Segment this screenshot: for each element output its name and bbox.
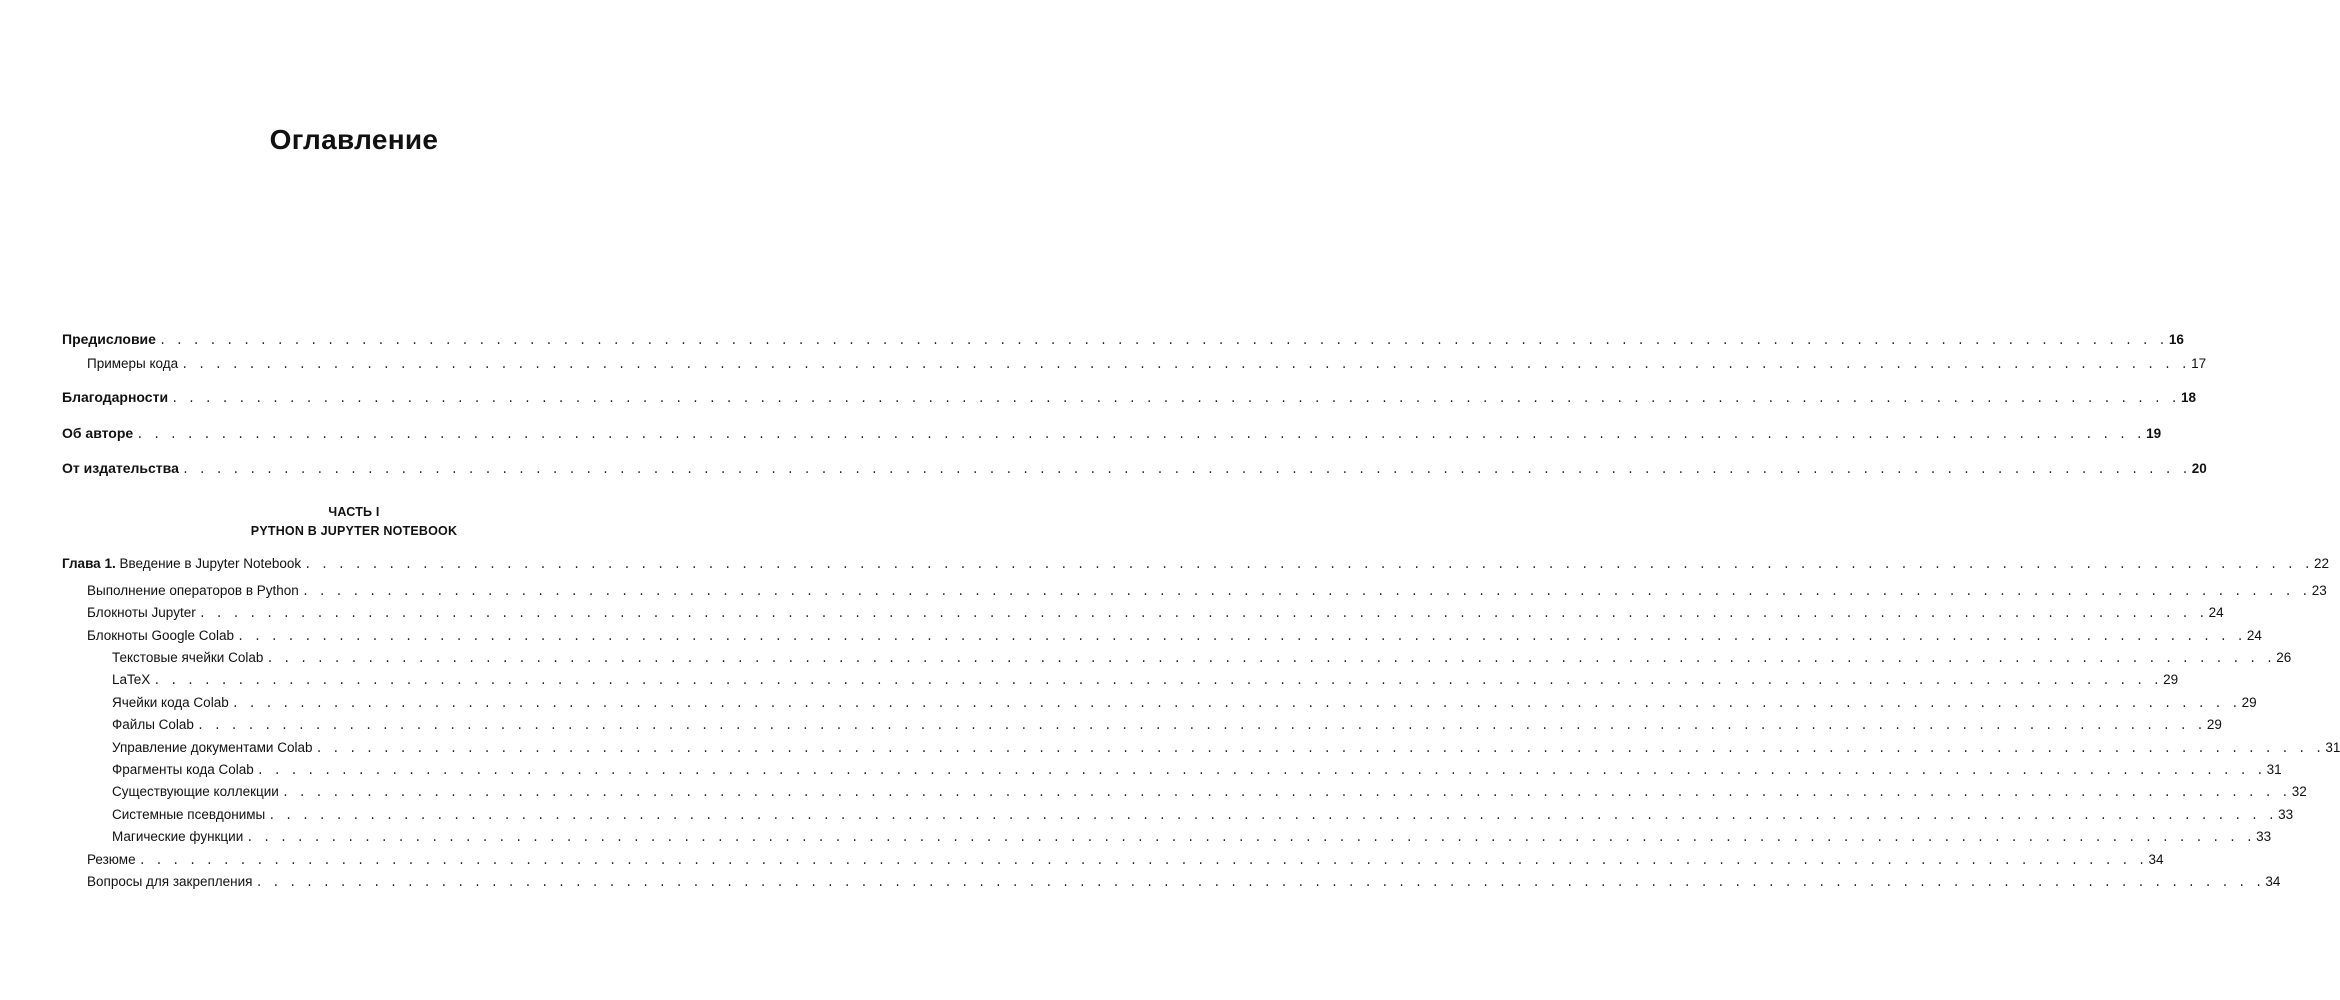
toc-entry-page: 22 — [2314, 556, 2330, 571]
toc-entry-label: Блокноты Google Colab — [87, 628, 235, 643]
toc-entry-label: Магические функции — [112, 829, 244, 844]
toc-entry-page: 18 — [2180, 390, 2196, 405]
toc-entry[interactable] — [112, 783, 2307, 802]
toc-entry-page: 19 — [2146, 426, 2162, 441]
toc-entry[interactable] — [87, 873, 2281, 892]
toc-entry-chapter-1[interactable] — [62, 555, 2330, 574]
toc-entry-page: 33 — [2278, 807, 2294, 822]
toc-entry-about-author[interactable] — [62, 424, 2162, 444]
dot-leader: . . . . . . . . . . . . . . . . . . . . . . . . . . . . . . . . . . . . . . . . . . . . . . . . . . . . . . . . . . . . . . . . . . . . . . . . . . . . . . . . . . . . . . . . . . . . . . . . . . . . . . . . . . . . . . . . . . . . . . . . — [304, 558, 2312, 572]
toc-entry-page: 17 — [2191, 356, 2207, 371]
dot-leader: . . . . . . . . . . . . . . . . . . . . . . . . . . . . . . . . . . . . . . . . . . . . . . . . . . . . . . . . . . . . . . . . . . . . . . . . . . . . . . . . . . . . . . . . . . . . . . . . . . . . . . . . . . . . . . . . . . . . . . . . — [181, 358, 2190, 372]
toc-entry-label: Существующие коллекции — [112, 784, 279, 799]
dot-leader: . . . . . . . . . . . . . . . . . . . . . . . . . . . . . . . . . . . . . . . . . . . . . . . . . . . . . . . . . . . . . . . . . . . . . . . . . . . . . . . . . . . . . . . . . . . . . . . . . . . . . . . . . . . . . . . . . . . . . . . . — [158, 334, 2167, 348]
toc-entry-label: Вопросы для закрепления — [87, 874, 253, 889]
toc-entry-label: Выполнение операторов в Python — [87, 583, 299, 598]
toc-entry-label: Файлы Colab — [112, 717, 194, 732]
dot-leader: . . . . . . . . . . . . . . . . . . . . . . . . . . . . . . . . . . . . . . . . . . . . . . . . . . . . . . . . . . . . . . . . . . . . . . . . . . . . . . . . . . . . . . . . . . . . . . . . . . . . . . . . . . . . . . . . . . . . . . . . — [246, 831, 2255, 845]
toc-entry[interactable] — [112, 671, 2179, 690]
toc-entry-label: LaTeX — [112, 672, 151, 687]
toc-entry-page: 24 — [2246, 628, 2262, 643]
dot-leader: . . . . . . . . . . . . . . . . . . . . . . . . . . . . . . . . . . . . . . . . . . . . . . . . . . . . . . . . . . . . . . . . . . . . . . . . . . . . . . . . . . . . . . . . . . . . . . . . . . . . . . . . . . . . . . . . . . . . . . . . — [153, 674, 2162, 688]
dot-leader: . . . . . . . . . . . . . . . . . . . . . . . . . . . . . . . . . . . . . . . . . . . . . . . . . . . . . . . . . . . . . . . . . . . . . . . . . . . . . . . . . . . . . . . . . . . . . . . . . . . . . . . . . . . . . . . . . . . . . . . . — [231, 697, 2240, 711]
toc-entry[interactable] — [112, 806, 2294, 825]
toc-entry-label: Системные псевдонимы — [112, 807, 266, 822]
dot-leader: . . . . . . . . . . . . . . . . . . . . . . . . . . . . . . . . . . . . . . . . . . . . . . . . . . . . . . . . . . . . . . . . . . . . . . . . . . . . . . . . . . . . . . . . . . . . . . . . . . . . . . . . . . . . . . . . . . . . . . . . — [266, 652, 2275, 666]
table-of-contents — [62, 0, 2340, 1000]
toc-entry[interactable] — [87, 604, 2224, 623]
toc-entry-page: 31 — [2325, 740, 2340, 755]
dot-leader: . . . . . . . . . . . . . . . . . . . . . . . . . . . . . . . . . . . . . . . . . . . . . . . . . . . . . . . . . . . . . . . . . . . . . . . . . . . . . . . . . . . . . . . . . . . . . . . . . . . . . . . . . . . . . . . . . . . . . . . . — [196, 719, 2205, 733]
toc-entry-label: Об авторе — [62, 425, 134, 441]
toc-entry[interactable] — [87, 627, 2262, 646]
toc-entry-label: Фрагменты кода Colab — [112, 762, 254, 777]
chapter-prefix: Глава 1. — [62, 556, 116, 571]
toc-entry-label: От издательства — [62, 460, 179, 476]
dot-leader: . . . . . . . . . . . . . . . . . . . . . . . . . . . . . . . . . . . . . . . . . . . . . . . . . . . . . . . . . . . . . . . . . . . . . . . . . . . . . . . . . . . . . . . . . . . . . . . . . . . . . . . . . . . . . . . . . . . . . . . . — [171, 392, 2179, 406]
toc-entry-label: Блокноты Jupyter — [87, 605, 196, 620]
toc-entry[interactable] — [112, 716, 2222, 735]
toc-entry[interactable] — [112, 739, 2340, 758]
dot-leader: . . . . . . . . . . . . . . . . . . . . . . . . . . . . . . . . . . . . . . . . . . . . . . . . . . . . . . . . . . . . . . . . . . . . . . . . . . . . . . . . . . . . . . . . . . . . . . . . . . . . . . . . . . . . . . . . . . . . . . . . — [281, 786, 2290, 800]
toc-entry-page: 24 — [2208, 605, 2224, 620]
toc-entry-page: 29 — [2163, 672, 2179, 687]
toc-entry-label: Ячейки кода Colab — [112, 695, 229, 710]
dot-leader: . . . . . . . . . . . . . . . . . . . . . . . . . . . . . . . . . . . . . . . . . . . . . . . . . . . . . . . . . . . . . . . . . . . . . . . . . . . . . . . . . . . . . . . . . . . . . . . . . . . . . . . . . . . . . . . . . . . . . . . . — [315, 742, 2324, 756]
toc-entry-label: Резюме — [87, 852, 136, 867]
toc-entry-page: 23 — [2311, 583, 2327, 598]
toc-entry-page: 20 — [2191, 461, 2207, 476]
toc-entry-page: 32 — [2291, 784, 2307, 799]
part-number: ЧАСТЬ I — [328, 505, 380, 519]
toc-entry-page: 29 — [2241, 695, 2257, 710]
toc-entry-label: Предисловие — [62, 331, 156, 347]
toc-entry-preface[interactable] — [62, 330, 2184, 350]
toc-entry-code-examples[interactable] — [87, 355, 2207, 374]
toc-entry[interactable] — [87, 851, 2164, 870]
dot-leader: . . . . . . . . . . . . . . . . . . . . . . . . . . . . . . . . . . . . . . . . . . . . . . . . . . . . . . . . . . . . . . . . . . . . . . . . . . . . . . . . . . . . . . . . . . . . . . . . . . . . . . . . . . . . . . . . . . . . . . . . — [181, 463, 2190, 477]
toc-entry-page: 16 — [2168, 332, 2184, 347]
part-title: PYTHON В JUPYTER NOTEBOOK — [250, 524, 458, 538]
dot-leader: . . . . . . . . . . . . . . . . . . . . . . . . . . . . . . . . . . . . . . . . . . . . . . . . . . . . . . . . . . . . . . . . . . . . . . . . . . . . . . . . . . . . . . . . . . . . . . . . . . . . . . . . . . . . . . . . . . . . . . . . — [136, 428, 2145, 442]
dot-leader: . . . . . . . . . . . . . . . . . . . . . . . . . . . . . . . . . . . . . . . . . . . . . . . . . . . . . . . . . . . . . . . . . . . . . . . . . . . . . . . . . . . . . . . . . . . . . . . . . . . . . . . . . . . . . . . . . . . . . . . . — [268, 809, 2277, 823]
toc-entry-label: Управление документами Colab — [112, 740, 313, 755]
toc-entry[interactable] — [112, 694, 2257, 713]
part-heading — [0, 503, 708, 541]
toc-entry[interactable] — [112, 649, 2292, 668]
toc-entry-page: 31 — [2266, 762, 2282, 777]
chapter-title: Введение в Jupyter Notebook — [119, 556, 302, 571]
dot-leader: . . . . . . . . . . . . . . . . . . . . . . . . . . . . . . . . . . . . . . . . . . . . . . . . . . . . . . . . . . . . . . . . . . . . . . . . . . . . . . . . . . . . . . . . . . . . . . . . . . . . . . . . . . . . . . . . . . . . . . . . — [198, 607, 2207, 621]
toc-entry-from-publisher[interactable] — [62, 459, 2207, 479]
dot-leader: . . . . . . . . . . . . . . . . . . . . . . . . . . . . . . . . . . . . . . . . . . . . . . . . . . . . . . . . . . . . . . . . . . . . . . . . . . . . . . . . . . . . . . . . . . . . . . . . . . . . . . . . . . . . . . . . . . . . . . . . — [237, 630, 2245, 644]
toc-entry-label: Благодарности — [62, 389, 169, 405]
toc-entry-page: 34 — [2148, 852, 2164, 867]
toc-entry[interactable] — [87, 582, 2327, 601]
toc-entry[interactable] — [112, 761, 2282, 780]
toc-entry-page: 33 — [2256, 829, 2272, 844]
toc-entry-page: 26 — [2276, 650, 2292, 665]
toc-entry[interactable] — [112, 828, 2272, 847]
dot-leader: . . . . . . . . . . . . . . . . . . . . . . . . . . . . . . . . . . . . . . . . . . . . . . . . . . . . . . . . . . . . . . . . . . . . . . . . . . . . . . . . . . . . . . . . . . . . . . . . . . . . . . . . . . . . . . . . . . . . . . . . — [256, 764, 2265, 778]
page-title: Оглавление — [269, 124, 439, 155]
dot-leader: . . . . . . . . . . . . . . . . . . . . . . . . . . . . . . . . . . . . . . . . . . . . . . . . . . . . . . . . . . . . . . . . . . . . . . . . . . . . . . . . . . . . . . . . . . . . . . . . . . . . . . . . . . . . . . . . . . . . . . . . — [138, 854, 2147, 868]
toc-entry-label: Текстовые ячейки Colab — [112, 650, 264, 665]
dot-leader: . . . . . . . . . . . . . . . . . . . . . . . . . . . . . . . . . . . . . . . . . . . . . . . . . . . . . . . . . . . . . . . . . . . . . . . . . . . . . . . . . . . . . . . . . . . . . . . . . . . . . . . . . . . . . . . . . . . . . . . . — [255, 876, 2264, 890]
toc-entry-label: Примеры кода — [87, 356, 179, 371]
toc-entry-acknowledgements[interactable] — [62, 388, 2196, 408]
toc-entry-label — [62, 555, 304, 573]
toc-entry-page: 29 — [2206, 717, 2222, 732]
dot-leader: . . . . . . . . . . . . . . . . . . . . . . . . . . . . . . . . . . . . . . . . . . . . . . . . . . . . . . . . . . . . . . . . . . . . . . . . . . . . . . . . . . . . . . . . . . . . . . . . . . . . . . . . . . . . . . . . . . . . . . . . — [301, 585, 2310, 599]
toc-entry-page: 34 — [2265, 874, 2281, 889]
